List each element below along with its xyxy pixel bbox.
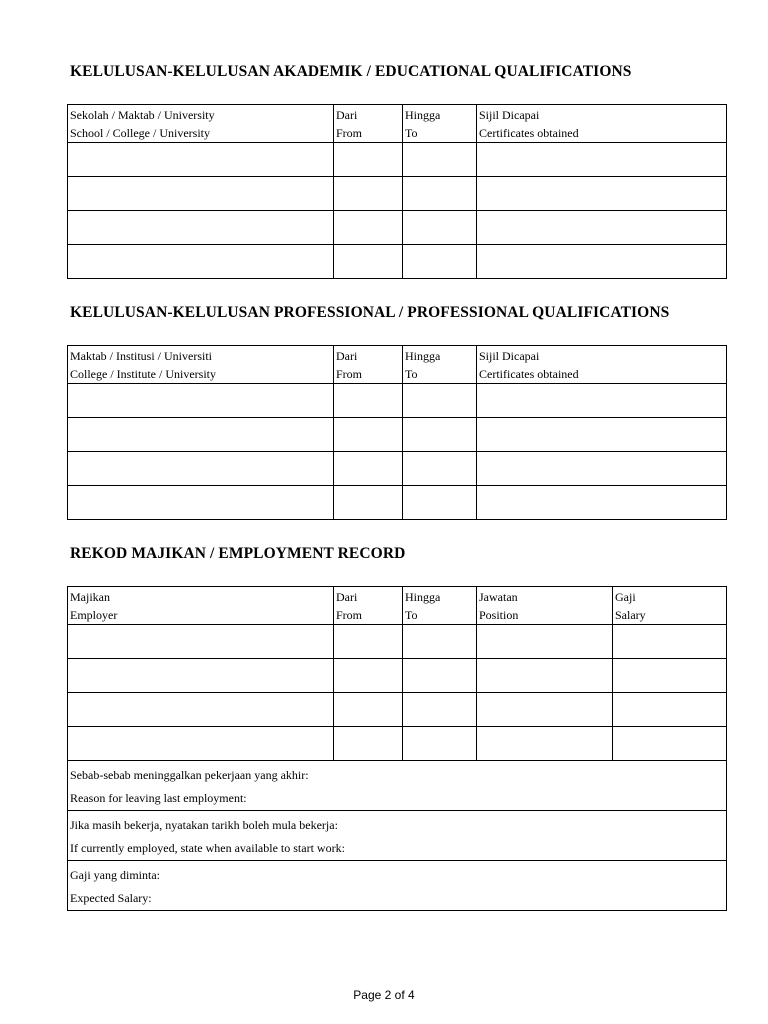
table-cell[interactable] [613, 693, 727, 727]
column-header-school: Sekolah / Maktab / University School / College / University [68, 105, 334, 143]
table-row [68, 452, 727, 486]
table-cell[interactable] [68, 486, 334, 520]
employment-header-row [68, 587, 727, 625]
professional-table [67, 345, 727, 520]
professional-header-row [68, 346, 727, 384]
table-row [68, 211, 727, 245]
column-header-college: Maktab / Institusi / Universiti College / Institute / University [68, 346, 334, 384]
table-cell[interactable] [403, 693, 477, 727]
table-row [68, 727, 727, 761]
table-cell[interactable] [403, 727, 477, 761]
table-cell[interactable] [68, 693, 334, 727]
table-cell[interactable] [68, 625, 334, 659]
table-cell[interactable] [477, 486, 727, 520]
table-cell[interactable] [334, 452, 403, 486]
education-table [67, 104, 727, 279]
table-cell[interactable] [334, 486, 403, 520]
table-cell[interactable] [477, 384, 727, 418]
table-cell[interactable] [477, 625, 613, 659]
expected-salary-label: Gaji yang diminta: Expected Salary: [68, 861, 727, 911]
table-row [68, 384, 727, 418]
table-cell[interactable] [334, 659, 403, 693]
table-cell[interactable] [334, 143, 403, 177]
table-cell[interactable] [334, 245, 403, 279]
table-cell[interactable] [68, 143, 334, 177]
column-header-position: Jawatan Position [477, 587, 613, 625]
table-row [68, 659, 727, 693]
table-cell[interactable] [334, 384, 403, 418]
table-cell[interactable] [477, 452, 727, 486]
table-row [68, 693, 727, 727]
table-cell[interactable] [334, 177, 403, 211]
education-section-title: KELULUSAN-KELULUSAN AKADEMIK / EDUCATIONAL QUALIFICATIONS [70, 63, 632, 80]
table-cell[interactable] [68, 418, 334, 452]
table-cell[interactable] [403, 625, 477, 659]
table-cell[interactable] [403, 659, 477, 693]
column-header-salary: Gaji Salary [613, 587, 727, 625]
table-cell[interactable] [403, 211, 477, 245]
table-cell[interactable] [68, 452, 334, 486]
table-cell[interactable] [403, 384, 477, 418]
available-start-date-field[interactable] [68, 811, 727, 861]
table-row [68, 245, 727, 279]
table-cell[interactable] [403, 177, 477, 211]
table-cell[interactable] [613, 659, 727, 693]
table-row [68, 625, 727, 659]
table-cell[interactable] [68, 177, 334, 211]
table-cell[interactable] [403, 486, 477, 520]
employment-table [67, 586, 727, 911]
table-cell[interactable] [68, 727, 334, 761]
reason-for-leaving-field[interactable] [68, 761, 727, 811]
table-cell[interactable] [334, 418, 403, 452]
column-header-certificates: Sijil Dicapai Certificates obtained [477, 105, 727, 143]
table-cell[interactable] [477, 245, 727, 279]
column-header-from: Dari From [334, 105, 403, 143]
table-cell[interactable] [68, 245, 334, 279]
column-header-to: Hingga To [403, 105, 477, 143]
table-cell[interactable] [477, 659, 613, 693]
table-cell[interactable] [403, 143, 477, 177]
table-row [68, 486, 727, 520]
column-header-from: Dari From [334, 346, 403, 384]
table-cell[interactable] [477, 693, 613, 727]
table-cell[interactable] [334, 693, 403, 727]
table-cell[interactable] [477, 143, 727, 177]
table-cell[interactable] [477, 211, 727, 245]
table-cell[interactable] [477, 727, 613, 761]
table-cell[interactable] [68, 659, 334, 693]
table-cell[interactable] [334, 727, 403, 761]
professional-section-title: KELULUSAN-KELULUSAN PROFESSIONAL / PROFESSIONAL QUALIFICATIONS [70, 304, 670, 321]
table-row [68, 177, 727, 211]
reason-for-leaving-label: Sebab-sebab meninggalkan pekerjaan yang akhir: Reason for leaving last employment: [68, 761, 727, 811]
page-number: Page 2 of 4 [353, 988, 415, 1002]
expected-salary-field[interactable] [68, 861, 727, 911]
table-cell[interactable] [334, 625, 403, 659]
column-header-from: Dari From [334, 587, 403, 625]
table-row [68, 143, 727, 177]
column-header-to: Hingga To [403, 346, 477, 384]
employment-section-title: REKOD MAJIKAN / EMPLOYMENT RECORD [70, 545, 406, 562]
table-cell[interactable] [613, 625, 727, 659]
table-cell[interactable] [68, 384, 334, 418]
column-header-certificates: Sijil Dicapai Certificates obtained [477, 346, 727, 384]
table-row [68, 418, 727, 452]
table-cell[interactable] [403, 418, 477, 452]
table-cell[interactable] [403, 452, 477, 486]
table-cell[interactable] [403, 245, 477, 279]
education-header-row [68, 105, 727, 143]
table-cell[interactable] [68, 211, 334, 245]
table-cell[interactable] [477, 418, 727, 452]
column-header-employer: Majikan Employer [68, 587, 334, 625]
available-start-date-label: Jika masih bekerja, nyatakan tarikh boleh mula bekerja: If currently employed, state when available to start work: [68, 811, 727, 861]
table-cell[interactable] [613, 727, 727, 761]
table-cell[interactable] [477, 177, 727, 211]
column-header-to: Hingga To [403, 587, 477, 625]
table-cell[interactable] [334, 211, 403, 245]
